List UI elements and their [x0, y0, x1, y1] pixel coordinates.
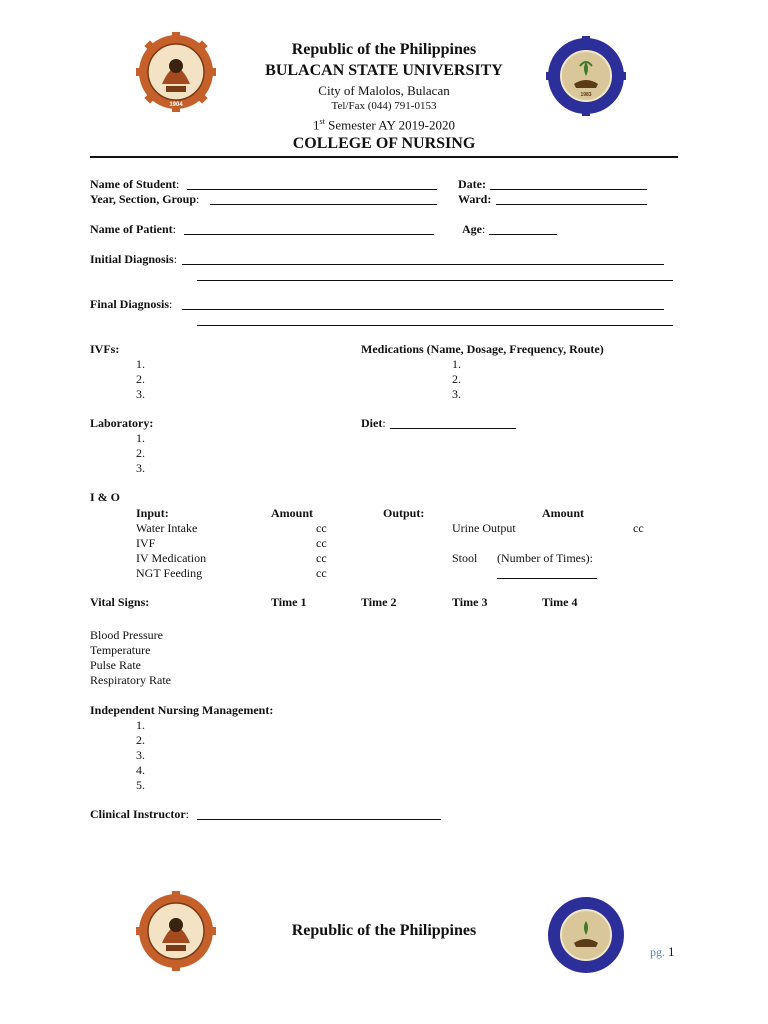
ward-label: Ward:	[458, 192, 492, 206]
vitals-row-respiratory-rate: Respiratory Rate	[90, 673, 171, 687]
nursing-item-1: 1.	[136, 718, 145, 732]
vitals-time-3: Time 3	[452, 595, 488, 609]
nursing-item-3: 3.	[136, 748, 145, 762]
vitals-time-2: Time 2	[361, 595, 397, 609]
io-output-stool: Stool	[452, 551, 478, 565]
page-number-value: 1	[668, 944, 675, 959]
medication-item-1: 1.	[452, 357, 461, 371]
io-unit-urine: cc	[633, 521, 644, 535]
vitals-time-4: Time 4	[542, 595, 578, 609]
semester-superscript: st	[319, 117, 325, 126]
patient-name-field[interactable]	[184, 234, 434, 235]
footer-title: Republic of the Philippines	[291, 922, 477, 939]
initial-diagnosis-label: Initial Diagnosis:	[90, 252, 178, 266]
header-telfax: Tel/Fax (044) 791-0153	[331, 100, 437, 112]
io-output-amount-header: Amount	[542, 506, 585, 520]
io-input-amount-header: Amount	[271, 506, 314, 520]
header-rule	[90, 156, 678, 158]
ivfs-label: IVFs:	[90, 342, 120, 356]
laboratory-item-2: 2.	[136, 446, 145, 460]
nursing-management-label: Independent Nursing Management:	[90, 703, 274, 717]
medication-item-3: 3.	[452, 387, 461, 401]
diet-label: Diet:	[361, 416, 386, 430]
footer-bsu-seal-logo	[136, 891, 216, 971]
clinical-instructor-field[interactable]	[197, 819, 441, 820]
header-semester	[224, 114, 544, 133]
page-label: pg.	[650, 945, 665, 959]
header-university: BULACAN STATE UNIVERSITY	[265, 62, 503, 79]
semester-number: 1	[313, 117, 320, 133]
ivf-item-2: 2.	[136, 372, 145, 386]
medication-item-2: 2.	[452, 372, 461, 386]
io-input-water: Water Intake	[136, 521, 198, 535]
io-input-iv-medication: IV Medication	[136, 551, 207, 565]
student-name-label: Name of Student:	[90, 177, 180, 191]
age-field[interactable]	[489, 234, 557, 235]
vital-signs-label: Vital Signs:	[90, 595, 150, 609]
footer-college-of-nursing-seal-logo	[546, 895, 626, 975]
bsu-seal-logo	[136, 32, 216, 112]
laboratory-label: Laboratory:	[90, 416, 154, 430]
vitals-row-blood-pressure: Blood Pressure	[90, 628, 163, 642]
vitals-time-1: Time 1	[271, 595, 307, 609]
io-output-urine: Urine Output	[452, 521, 516, 535]
ward-field[interactable]	[496, 204, 647, 205]
date-label: Date:	[458, 177, 486, 191]
header-city: City of Malolos, Bulacan	[318, 83, 450, 98]
stool-times-field[interactable]	[497, 578, 597, 579]
student-name-field[interactable]	[187, 189, 437, 190]
io-input-ivf: IVF	[136, 536, 156, 550]
nursing-item-2: 2.	[136, 733, 145, 747]
date-field[interactable]	[490, 189, 647, 190]
io-stool-times: (Number of Times):	[497, 551, 593, 565]
clinical-instructor-label: Clinical Instructor:	[90, 807, 190, 821]
io-input-ngt: NGT Feeding	[136, 566, 203, 580]
header-college: COLLEGE OF NURSING	[292, 135, 476, 153]
io-unit-water: cc	[316, 521, 327, 535]
io-input-header: Input:	[136, 506, 169, 520]
header-republic: Republic of the Philippines	[291, 41, 477, 58]
laboratory-item-3: 3.	[136, 461, 145, 475]
vitals-row-pulse-rate: Pulse Rate	[90, 658, 141, 672]
final-diagnosis-field-2[interactable]	[197, 325, 673, 326]
semester-text: Semester AY 2019-2020	[324, 117, 455, 133]
ivf-item-3: 3.	[136, 387, 145, 401]
initial-diagnosis-field-1[interactable]	[182, 264, 664, 265]
patient-name-label: Name of Patient:	[90, 222, 176, 236]
diet-field[interactable]	[390, 428, 516, 429]
final-diagnosis-field-1[interactable]	[182, 309, 664, 310]
io-unit-iv-medication: cc	[316, 551, 327, 565]
io-label: I & O	[90, 490, 120, 504]
medications-label: Medications (Name, Dosage, Frequency, Route)	[361, 342, 604, 356]
ivf-item-1: 1.	[136, 357, 145, 371]
college-of-nursing-seal-logo	[546, 36, 626, 116]
final-diagnosis-label: Final Diagnosis:	[90, 297, 173, 311]
io-output-header: Output:	[383, 506, 425, 520]
io-unit-ngt: cc	[316, 566, 327, 580]
vitals-row-temperature: Temperature	[90, 643, 151, 657]
year-section-label: Year, Section, Group:	[90, 192, 200, 206]
con-logo-year: 1983	[580, 92, 592, 98]
bsu-logo-year: 1904	[169, 102, 183, 108]
nursing-item-5: 5.	[136, 778, 145, 792]
io-unit-ivf: cc	[316, 536, 327, 550]
nursing-item-4: 4.	[136, 763, 145, 777]
initial-diagnosis-field-2[interactable]	[197, 280, 673, 281]
age-label: Age:	[462, 222, 486, 236]
page-number	[650, 944, 675, 960]
year-section-field[interactable]	[210, 204, 437, 205]
laboratory-item-1: 1.	[136, 431, 145, 445]
